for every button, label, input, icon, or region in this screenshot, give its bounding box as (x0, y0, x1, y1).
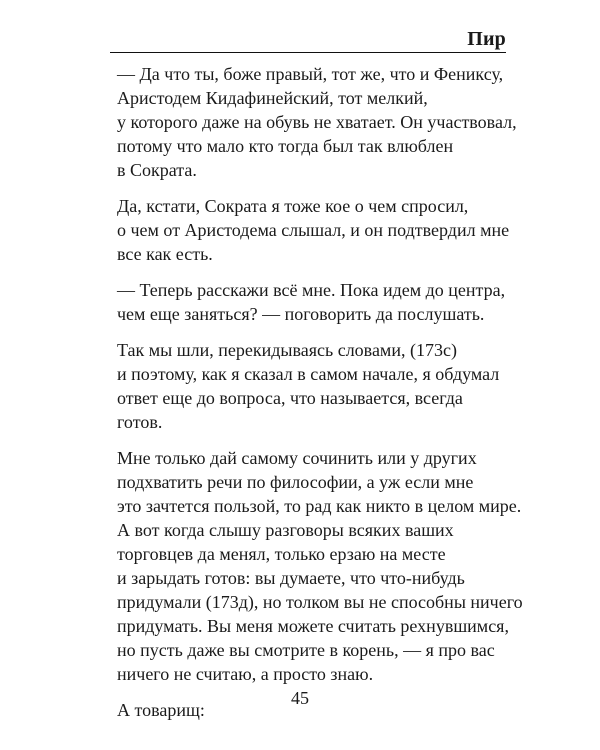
text-line: ответ еще до вопроса, что называется, всегда (117, 388, 463, 408)
header-divider (110, 52, 506, 53)
text-line: готов. (117, 412, 163, 432)
text-line: все как есть. (117, 244, 213, 264)
text-line: А товарищ: (117, 700, 205, 720)
paragraph-4 (117, 338, 517, 434)
text-line: это зачтется пользой, то рад как никто в целом мире. (117, 496, 522, 516)
text-line: ничего не считаю, а просто знаю. (117, 664, 374, 684)
text-line: Да, кстати, Сократа я тоже кое о чем спросил, (117, 196, 469, 216)
text-line: и зарыдать готов: вы думаете, что что-нибудь (117, 568, 465, 588)
paragraph-1 (117, 62, 517, 182)
text-line: А вот когда слышу разговоры всяких ваших (117, 520, 454, 540)
text-line: придумать. Вы меня можете считать рехнувшимся, (117, 616, 509, 636)
paragraph-3 (117, 278, 517, 326)
page-number: 45 (291, 688, 309, 708)
text-line: и поэтому, как я сказал в самом начале, я обдумал (117, 364, 500, 384)
text-line: придумали (173д), но толком вы не способны ничего (117, 592, 523, 612)
text-line: Так мы шли, перекидываясь словами, (173c) (117, 340, 457, 360)
body-text (117, 62, 523, 734)
text-line: потому что мало кто тогда был так влюблен (117, 136, 454, 156)
text-line: Аристодем Кидафинейский, тот мелкий, (117, 88, 428, 108)
text-line: о чем от Аристодема слышал, и он подтвердил мне (117, 220, 510, 240)
paragraph-2 (117, 194, 517, 266)
text-line: торговцев да менял, только ерзаю на месте (117, 544, 446, 564)
text-line: подхватить речи по философии, а уж если мне (117, 472, 474, 492)
text-line: — Да что ты, боже правый, тот же, что и Фениксу, (117, 64, 504, 84)
text-line: — Теперь расскажи всё мне. Пока идем до центра, (117, 280, 506, 300)
text-line: Мне только дай самому сочинить или у других (117, 448, 477, 468)
text-line: но пусть даже вы смотрите в корень, — я про вас (117, 640, 495, 660)
text-line: чем еще заняться? — поговорить да послушать. (117, 304, 485, 324)
paragraph-5 (117, 446, 523, 686)
text-line: у которого даже на обувь не хватает. Он участвовал, (117, 112, 517, 132)
text-line: в Сократа. (117, 160, 197, 180)
running-header-title: Пир (467, 28, 506, 50)
